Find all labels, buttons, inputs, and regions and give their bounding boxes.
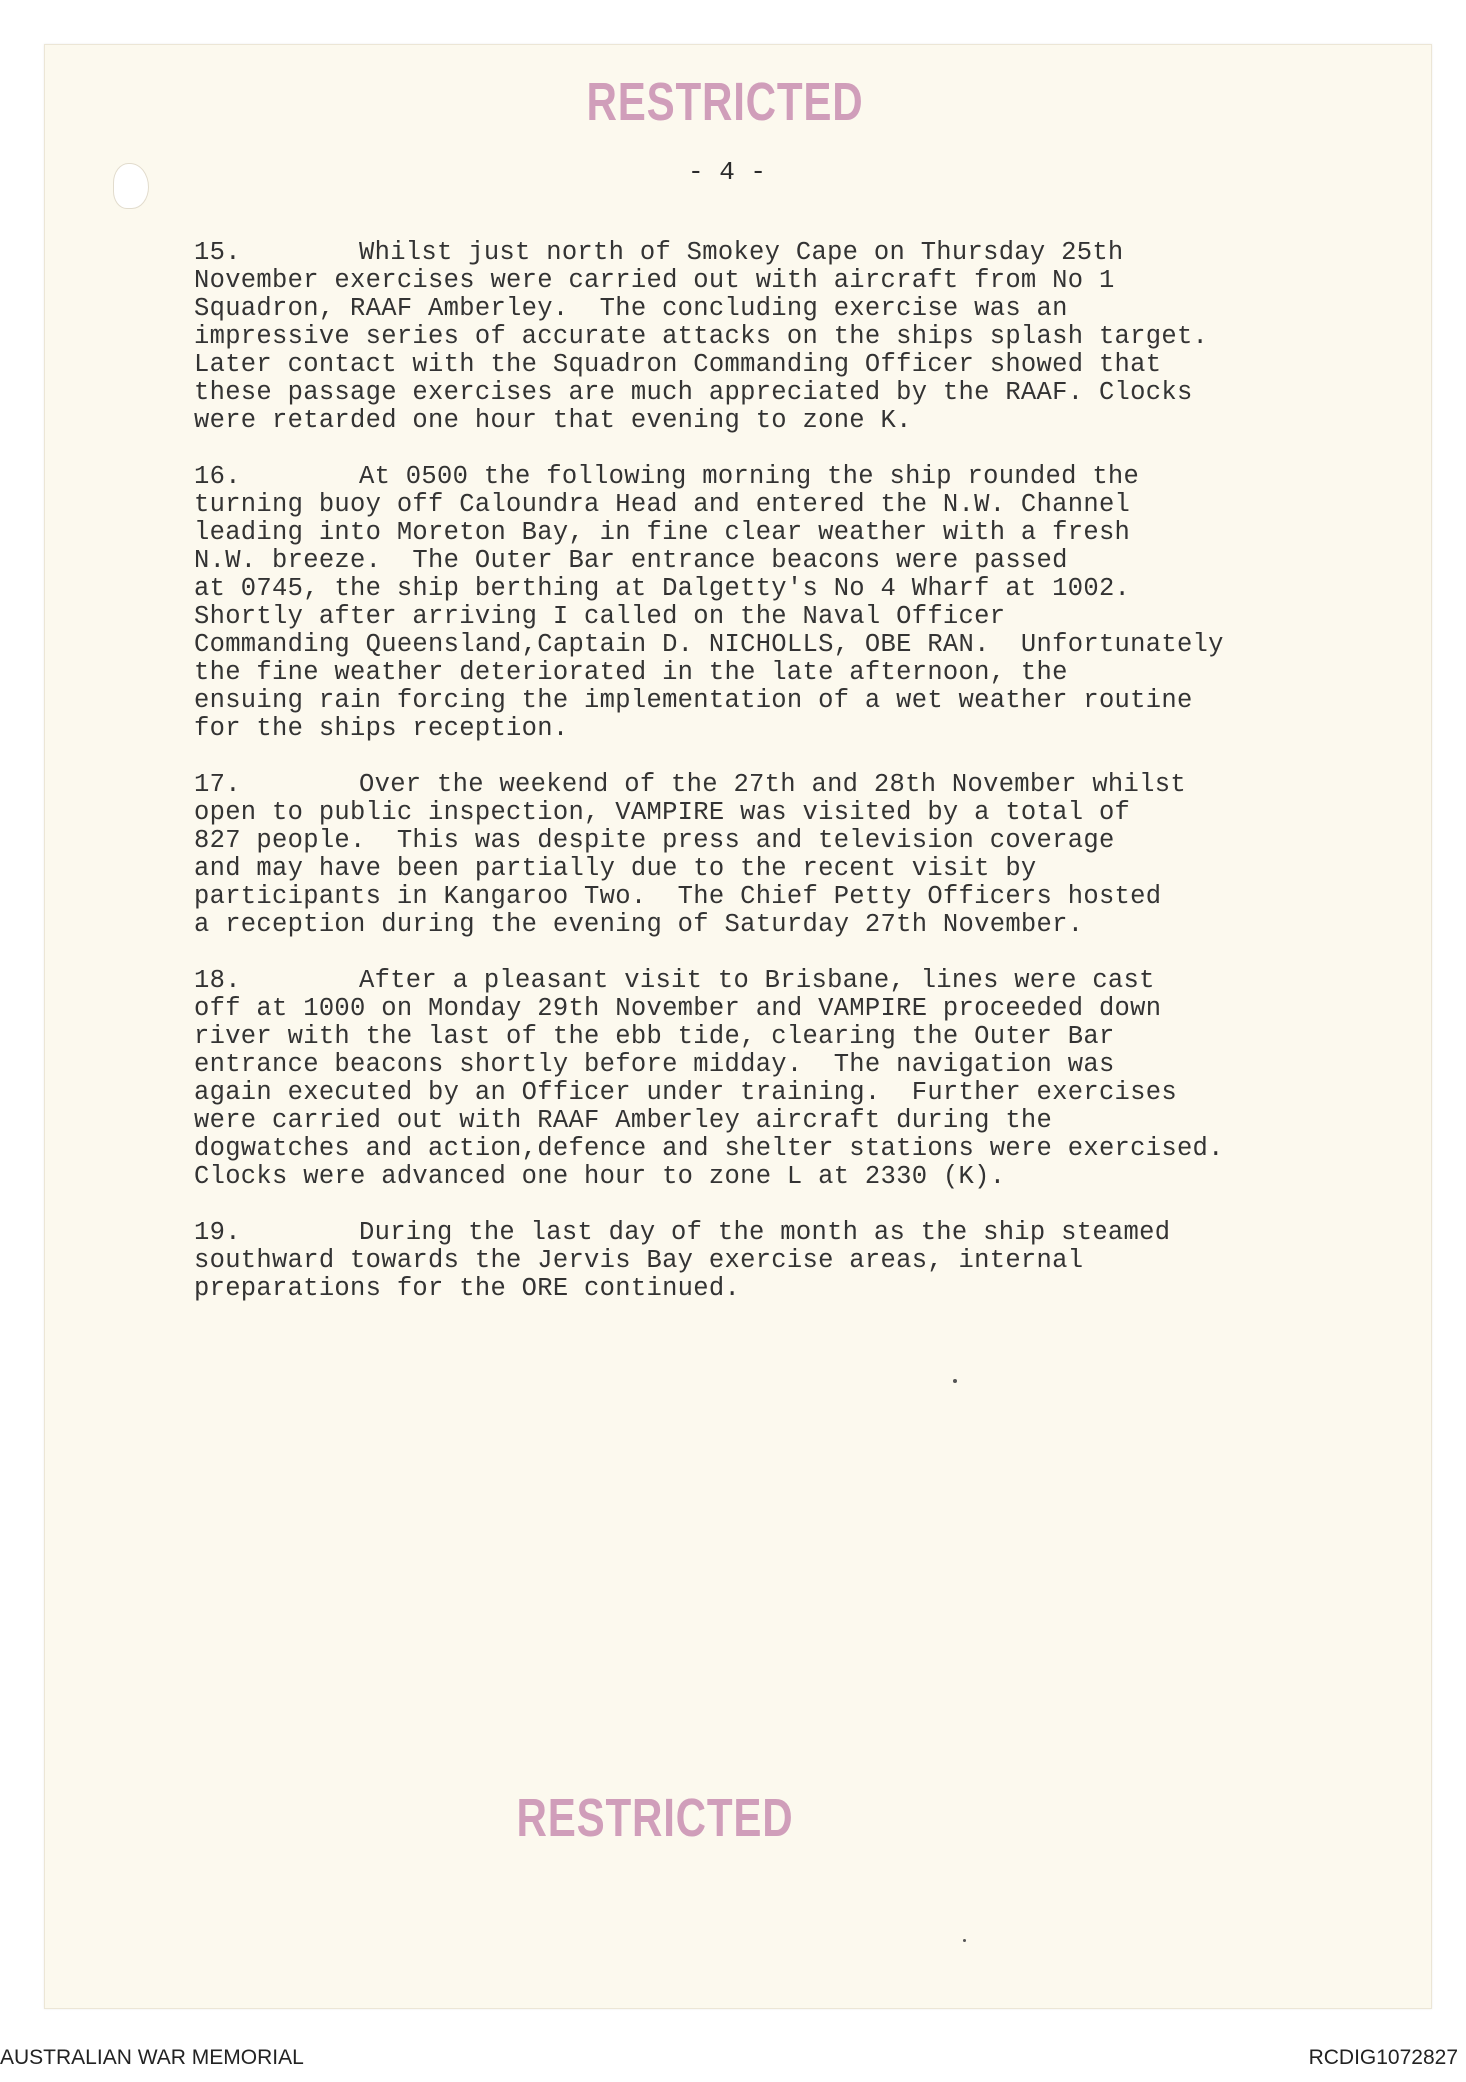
- text-line: At 0500 the following morning the ship rounded the: [359, 462, 1140, 491]
- text-line: Commanding Queensland,Captain D. NICHOLLS, OBE RAN. Unfortunately: [194, 630, 1224, 659]
- text-line: were carried out with RAAF Amberley aircraft during the: [194, 1106, 1053, 1135]
- paragraph-15: [194, 239, 1354, 435]
- text-line: preparations for the ORE continued.: [194, 1274, 741, 1303]
- ink-speck: [963, 1939, 966, 1942]
- restricted-stamp-bottom: RESTRICTED: [516, 1788, 794, 1848]
- text-line: these passage exercises are much appreciated by the RAAF. Clocks: [194, 378, 1193, 407]
- footer-archive-name: AUSTRALIAN WAR MEMORIAL: [0, 2046, 304, 2069]
- paragraph-17: [194, 771, 1354, 939]
- text-line: Later contact with the Squadron Commanding Officer showed that: [194, 350, 1162, 379]
- paragraph-19: [194, 1219, 1354, 1303]
- text-line: ensuing rain forcing the implementation of a wet weather routine: [194, 686, 1193, 715]
- text-line: N.W. breeze. The Outer Bar entrance beacons were passed: [194, 546, 1068, 575]
- paragraph-18: [194, 967, 1354, 1191]
- text-line: Squadron, RAAF Amberley. The concluding exercise was an: [194, 294, 1068, 323]
- text-line: November exercises were carried out with aircraft from No 1: [194, 266, 1115, 295]
- text-line: were retarded one hour that evening to zone K.: [194, 406, 912, 435]
- text-line: and may have been partially due to the recent visit by: [194, 854, 1037, 883]
- paragraph-number: 16.: [194, 462, 241, 491]
- text-line: participants in Kangaroo Two. The Chief Petty Officers hosted: [194, 882, 1162, 911]
- paragraph-number: 18.: [194, 966, 241, 995]
- text-line: Shortly after arriving I called on the Naval Officer: [194, 602, 1006, 631]
- page-number: - 4 -: [687, 157, 766, 187]
- text-line: Over the weekend of the 27th and 28th November whilst: [359, 770, 1186, 799]
- restricted-stamp-top: RESTRICTED: [586, 72, 864, 132]
- paragraph-number: 15.: [194, 238, 241, 267]
- text-line: entrance beacons shortly before midday. The navigation was: [194, 1050, 1115, 1079]
- text-line: open to public inspection, VAMPIRE was visited by a total of: [194, 798, 1131, 827]
- text-line: again executed by an Officer under training. Further exercises: [194, 1078, 1177, 1107]
- paragraph-number: 19.: [194, 1218, 241, 1247]
- text-line: southward towards the Jervis Bay exercise areas, internal: [194, 1246, 1084, 1275]
- footer-record-id: RCDIG1072827: [1308, 2046, 1458, 2069]
- document-page: [44, 44, 1432, 2009]
- text-line: river with the last of the ebb tide, clearing the Outer Bar: [194, 1022, 1115, 1051]
- paragraph-16: [194, 463, 1354, 743]
- text-line: Clocks were advanced one hour to zone L at 2330 (K).: [194, 1162, 1006, 1191]
- text-line: at 0745, the ship berthing at Dalgetty's No 4 Wharf at 1002.: [194, 574, 1131, 603]
- ink-speck: [953, 1379, 957, 1383]
- text-line: impressive series of accurate attacks on the ships splash target.: [194, 322, 1209, 351]
- text-line: 827 people. This was despite press and television coverage: [194, 826, 1115, 855]
- text-line: a reception during the evening of Saturday 27th November.: [194, 910, 1084, 939]
- text-line: the fine weather deteriorated in the late afternoon, the: [194, 658, 1068, 687]
- text-line: for the ships reception.: [194, 714, 569, 743]
- text-line: turning buoy off Caloundra Head and entered the N.W. Channel: [194, 490, 1131, 519]
- paragraph-number: 17.: [194, 770, 241, 799]
- text-line: After a pleasant visit to Brisbane, lines were cast: [359, 966, 1155, 995]
- text-line: off at 1000 on Monday 29th November and VAMPIRE proceeded down: [194, 994, 1162, 1023]
- body-text: [194, 239, 1354, 1331]
- text-line: Whilst just north of Smokey Cape on Thursday 25th: [359, 238, 1124, 267]
- text-line: dogwatches and action,defence and shelter stations were exercised.: [194, 1134, 1224, 1163]
- text-line: leading into Moreton Bay, in fine clear weather with a fresh: [194, 518, 1131, 547]
- text-line: During the last day of the month as the ship steamed: [359, 1218, 1171, 1247]
